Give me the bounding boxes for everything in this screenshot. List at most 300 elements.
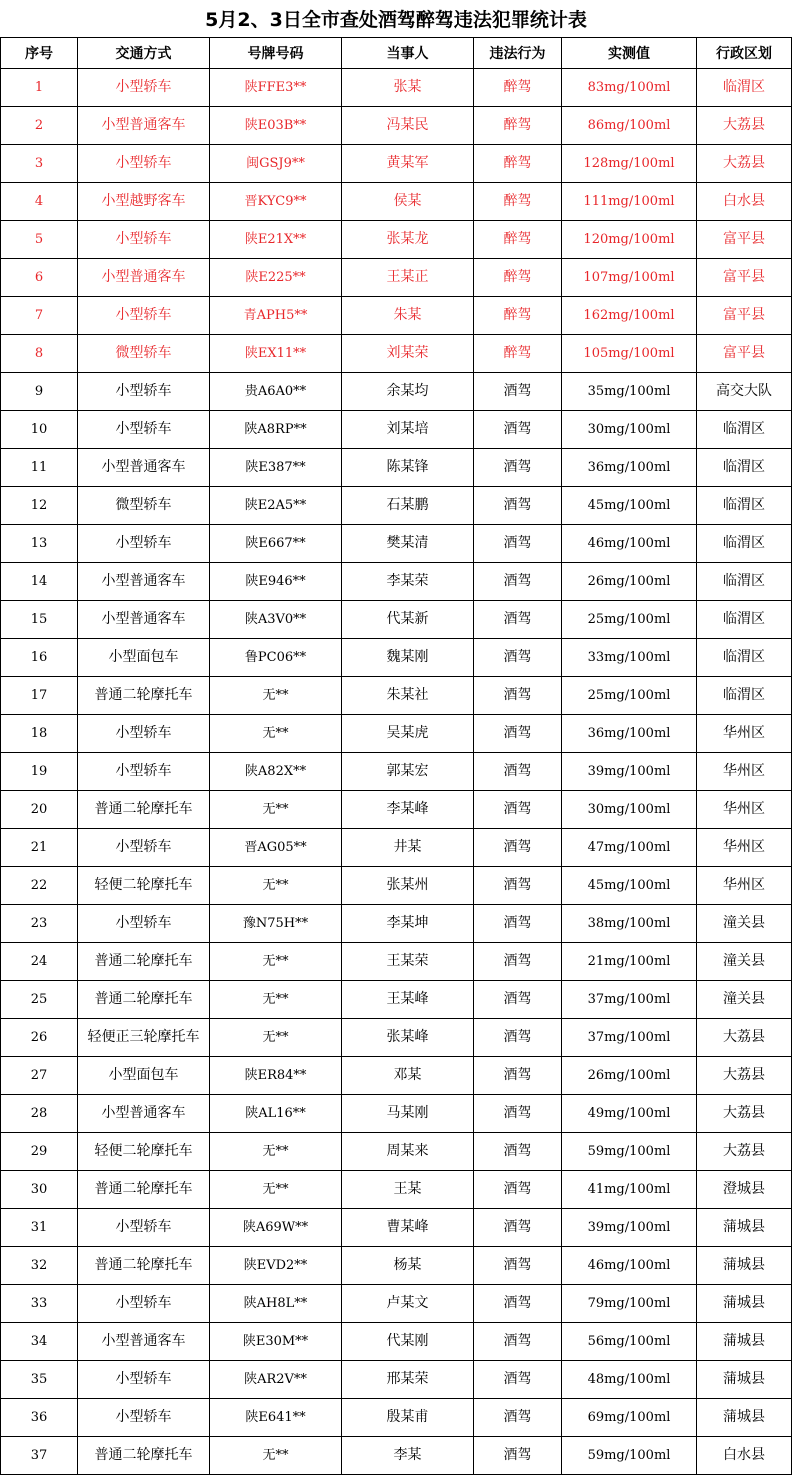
cell-value: 38mg/100ml bbox=[562, 905, 697, 943]
cell-seq: 13 bbox=[1, 525, 78, 563]
table-row bbox=[1, 145, 792, 183]
cell-district: 临渭区 bbox=[697, 525, 792, 563]
cell-violation: 酒驾 bbox=[474, 449, 562, 487]
cell-seq: 15 bbox=[1, 601, 78, 639]
cell-violation: 酒驾 bbox=[474, 867, 562, 905]
cell-vehicle: 小型越野客车 bbox=[78, 183, 210, 221]
cell-value: 37mg/100ml bbox=[562, 981, 697, 1019]
cell-person: 刘某培 bbox=[342, 411, 474, 449]
cell-seq: 34 bbox=[1, 1323, 78, 1361]
cell-plate: 青APH5** bbox=[210, 297, 342, 335]
cell-seq: 24 bbox=[1, 943, 78, 981]
cell-seq: 11 bbox=[1, 449, 78, 487]
cell-violation: 醉驾 bbox=[474, 259, 562, 297]
cell-person: 黄某军 bbox=[342, 145, 474, 183]
cell-plate: 晋AG05** bbox=[210, 829, 342, 867]
table-body bbox=[1, 69, 792, 1475]
cell-value: 83mg/100ml bbox=[562, 69, 697, 107]
table-row bbox=[1, 1019, 792, 1057]
cell-vehicle: 普通二轮摩托车 bbox=[78, 791, 210, 829]
cell-plate: 无** bbox=[210, 1019, 342, 1057]
cell-plate: 陕E21X** bbox=[210, 221, 342, 259]
cell-plate: 鲁PC06** bbox=[210, 639, 342, 677]
cell-seq: 37 bbox=[1, 1437, 78, 1475]
cell-violation: 酒驾 bbox=[474, 1437, 562, 1475]
cell-district: 临渭区 bbox=[697, 449, 792, 487]
table-row bbox=[1, 69, 792, 107]
cell-person: 曹某峰 bbox=[342, 1209, 474, 1247]
column-header-person: 当事人 bbox=[342, 38, 474, 69]
cell-person: 郭某宏 bbox=[342, 753, 474, 791]
cell-person: 王某荣 bbox=[342, 943, 474, 981]
cell-vehicle: 小型轿车 bbox=[78, 829, 210, 867]
cell-vehicle: 小型轿车 bbox=[78, 69, 210, 107]
cell-value: 26mg/100ml bbox=[562, 1057, 697, 1095]
cell-district: 临渭区 bbox=[697, 487, 792, 525]
cell-person: 张某龙 bbox=[342, 221, 474, 259]
cell-seq: 26 bbox=[1, 1019, 78, 1057]
cell-violation: 酒驾 bbox=[474, 639, 562, 677]
cell-person: 陈某锋 bbox=[342, 449, 474, 487]
cell-district: 华州区 bbox=[697, 715, 792, 753]
cell-plate: 陕A82X** bbox=[210, 753, 342, 791]
cell-district: 临渭区 bbox=[697, 677, 792, 715]
cell-plate: 陕A8RP** bbox=[210, 411, 342, 449]
cell-value: 162mg/100ml bbox=[562, 297, 697, 335]
table-row bbox=[1, 829, 792, 867]
cell-person: 殷某甫 bbox=[342, 1399, 474, 1437]
cell-seq: 29 bbox=[1, 1133, 78, 1171]
cell-value: 21mg/100ml bbox=[562, 943, 697, 981]
cell-seq: 30 bbox=[1, 1171, 78, 1209]
cell-vehicle: 普通二轮摩托车 bbox=[78, 981, 210, 1019]
cell-value: 30mg/100ml bbox=[562, 411, 697, 449]
cell-plate: 无** bbox=[210, 1171, 342, 1209]
cell-value: 45mg/100ml bbox=[562, 487, 697, 525]
table-row bbox=[1, 1399, 792, 1437]
cell-value: 35mg/100ml bbox=[562, 373, 697, 411]
cell-violation: 酒驾 bbox=[474, 905, 562, 943]
cell-vehicle: 小型轿车 bbox=[78, 715, 210, 753]
cell-plate: 晋KYC9** bbox=[210, 183, 342, 221]
cell-vehicle: 小型普通客车 bbox=[78, 259, 210, 297]
cell-value: 39mg/100ml bbox=[562, 1209, 697, 1247]
cell-district: 大荔县 bbox=[697, 1019, 792, 1057]
cell-district: 华州区 bbox=[697, 791, 792, 829]
cell-vehicle: 小型轿车 bbox=[78, 373, 210, 411]
cell-person: 王某峰 bbox=[342, 981, 474, 1019]
cell-seq: 19 bbox=[1, 753, 78, 791]
cell-vehicle: 普通二轮摩托车 bbox=[78, 1247, 210, 1285]
cell-value: 128mg/100ml bbox=[562, 145, 697, 183]
cell-seq: 27 bbox=[1, 1057, 78, 1095]
cell-seq: 7 bbox=[1, 297, 78, 335]
cell-district: 蒲城县 bbox=[697, 1361, 792, 1399]
table-header-row bbox=[1, 38, 792, 69]
cell-person: 杨某 bbox=[342, 1247, 474, 1285]
cell-seq: 33 bbox=[1, 1285, 78, 1323]
cell-violation: 酒驾 bbox=[474, 1399, 562, 1437]
table-row bbox=[1, 411, 792, 449]
cell-plate: 无** bbox=[210, 981, 342, 1019]
cell-district: 华州区 bbox=[697, 867, 792, 905]
cell-vehicle: 小型轿车 bbox=[78, 1361, 210, 1399]
cell-seq: 1 bbox=[1, 69, 78, 107]
cell-vehicle: 轻便二轮摩托车 bbox=[78, 1133, 210, 1171]
cell-district: 白水县 bbox=[697, 1437, 792, 1475]
column-header-seq: 序号 bbox=[1, 38, 78, 69]
table-row bbox=[1, 297, 792, 335]
cell-person: 朱某 bbox=[342, 297, 474, 335]
cell-violation: 酒驾 bbox=[474, 411, 562, 449]
cell-plate: 陕ER84** bbox=[210, 1057, 342, 1095]
cell-plate: 陕E641** bbox=[210, 1399, 342, 1437]
cell-plate: 无** bbox=[210, 791, 342, 829]
cell-person: 冯某民 bbox=[342, 107, 474, 145]
table-row bbox=[1, 905, 792, 943]
cell-plate: 陕E946** bbox=[210, 563, 342, 601]
cell-district: 富平县 bbox=[697, 221, 792, 259]
cell-value: 25mg/100ml bbox=[562, 677, 697, 715]
cell-seq: 32 bbox=[1, 1247, 78, 1285]
cell-person: 李某峰 bbox=[342, 791, 474, 829]
table-row bbox=[1, 183, 792, 221]
cell-violation: 醉驾 bbox=[474, 145, 562, 183]
cell-vehicle: 普通二轮摩托车 bbox=[78, 1437, 210, 1475]
table-row bbox=[1, 449, 792, 487]
cell-seq: 22 bbox=[1, 867, 78, 905]
cell-district: 富平县 bbox=[697, 335, 792, 373]
cell-vehicle: 小型普通客车 bbox=[78, 449, 210, 487]
cell-value: 111mg/100ml bbox=[562, 183, 697, 221]
cell-district: 蒲城县 bbox=[697, 1247, 792, 1285]
cell-violation: 酒驾 bbox=[474, 1361, 562, 1399]
cell-violation: 酒驾 bbox=[474, 829, 562, 867]
cell-person: 马某刚 bbox=[342, 1095, 474, 1133]
cell-violation: 酒驾 bbox=[474, 791, 562, 829]
table-row bbox=[1, 335, 792, 373]
cell-value: 45mg/100ml bbox=[562, 867, 697, 905]
cell-person: 朱某社 bbox=[342, 677, 474, 715]
page-title: 5月2、3日全市查处酒驾醉驾违法犯罪统计表 bbox=[205, 9, 587, 31]
cell-value: 36mg/100ml bbox=[562, 715, 697, 753]
cell-person: 吴某虎 bbox=[342, 715, 474, 753]
cell-violation: 酒驾 bbox=[474, 525, 562, 563]
table-row bbox=[1, 221, 792, 259]
cell-plate: 陕EX11** bbox=[210, 335, 342, 373]
cell-seq: 4 bbox=[1, 183, 78, 221]
cell-plate: 贵A6A0** bbox=[210, 373, 342, 411]
cell-violation: 酒驾 bbox=[474, 1285, 562, 1323]
cell-plate: 闽GSJ9** bbox=[210, 145, 342, 183]
cell-seq: 6 bbox=[1, 259, 78, 297]
cell-district: 大荔县 bbox=[697, 1133, 792, 1171]
cell-value: 46mg/100ml bbox=[562, 1247, 697, 1285]
cell-seq: 35 bbox=[1, 1361, 78, 1399]
cell-value: 36mg/100ml bbox=[562, 449, 697, 487]
cell-violation: 醉驾 bbox=[474, 69, 562, 107]
cell-vehicle: 小型轿车 bbox=[78, 297, 210, 335]
cell-district: 潼关县 bbox=[697, 943, 792, 981]
cell-violation: 酒驾 bbox=[474, 1095, 562, 1133]
cell-seq: 23 bbox=[1, 905, 78, 943]
table-row bbox=[1, 563, 792, 601]
cell-district: 大荔县 bbox=[697, 107, 792, 145]
cell-district: 富平县 bbox=[697, 297, 792, 335]
cell-vehicle: 小型轿车 bbox=[78, 411, 210, 449]
cell-vehicle: 小型面包车 bbox=[78, 639, 210, 677]
cell-district: 富平县 bbox=[697, 259, 792, 297]
cell-value: 86mg/100ml bbox=[562, 107, 697, 145]
table-row bbox=[1, 1323, 792, 1361]
table-row bbox=[1, 1247, 792, 1285]
cell-plate: 陕A3V0** bbox=[210, 601, 342, 639]
cell-violation: 醉驾 bbox=[474, 107, 562, 145]
cell-person: 周某来 bbox=[342, 1133, 474, 1171]
cell-violation: 酒驾 bbox=[474, 1323, 562, 1361]
table-row bbox=[1, 1437, 792, 1475]
cell-plate: 无** bbox=[210, 1133, 342, 1171]
cell-district: 高交大队 bbox=[697, 373, 792, 411]
cell-seq: 12 bbox=[1, 487, 78, 525]
table-row bbox=[1, 677, 792, 715]
cell-plate: 陕AH8L** bbox=[210, 1285, 342, 1323]
cell-district: 大荔县 bbox=[697, 145, 792, 183]
cell-person: 王某正 bbox=[342, 259, 474, 297]
cell-seq: 5 bbox=[1, 221, 78, 259]
cell-value: 120mg/100ml bbox=[562, 221, 697, 259]
cell-value: 49mg/100ml bbox=[562, 1095, 697, 1133]
cell-seq: 20 bbox=[1, 791, 78, 829]
table-row bbox=[1, 639, 792, 677]
cell-value: 41mg/100ml bbox=[562, 1171, 697, 1209]
table-row bbox=[1, 753, 792, 791]
cell-district: 潼关县 bbox=[697, 981, 792, 1019]
cell-value: 105mg/100ml bbox=[562, 335, 697, 373]
cell-vehicle: 小型轿车 bbox=[78, 1285, 210, 1323]
cell-person: 李某 bbox=[342, 1437, 474, 1475]
cell-plate: 陕EVD2** bbox=[210, 1247, 342, 1285]
cell-value: 39mg/100ml bbox=[562, 753, 697, 791]
cell-plate: 陕FFE3** bbox=[210, 69, 342, 107]
cell-violation: 醉驾 bbox=[474, 221, 562, 259]
cell-vehicle: 小型轿车 bbox=[78, 753, 210, 791]
cell-vehicle: 小型轿车 bbox=[78, 145, 210, 183]
cell-vehicle: 轻便正三轮摩托车 bbox=[78, 1019, 210, 1057]
cell-seq: 16 bbox=[1, 639, 78, 677]
cell-person: 张某 bbox=[342, 69, 474, 107]
cell-seq: 2 bbox=[1, 107, 78, 145]
cell-district: 蒲城县 bbox=[697, 1285, 792, 1323]
cell-person: 刘某荣 bbox=[342, 335, 474, 373]
column-header-value: 实测值 bbox=[562, 38, 697, 69]
column-header-plate: 号牌号码 bbox=[210, 38, 342, 69]
cell-violation: 酒驾 bbox=[474, 1057, 562, 1095]
cell-violation: 酒驾 bbox=[474, 943, 562, 981]
table-row bbox=[1, 1171, 792, 1209]
cell-plate: 无** bbox=[210, 943, 342, 981]
table-row bbox=[1, 1057, 792, 1095]
cell-district: 大荔县 bbox=[697, 1095, 792, 1133]
cell-seq: 10 bbox=[1, 411, 78, 449]
cell-vehicle: 普通二轮摩托车 bbox=[78, 677, 210, 715]
cell-person: 邢某荣 bbox=[342, 1361, 474, 1399]
cell-plate: 无** bbox=[210, 1437, 342, 1475]
cell-value: 79mg/100ml bbox=[562, 1285, 697, 1323]
table-row bbox=[1, 1361, 792, 1399]
cell-violation: 醉驾 bbox=[474, 183, 562, 221]
cell-person: 魏某刚 bbox=[342, 639, 474, 677]
cell-plate: 陕E667** bbox=[210, 525, 342, 563]
cell-district: 临渭区 bbox=[697, 69, 792, 107]
cell-value: 107mg/100ml bbox=[562, 259, 697, 297]
table-row bbox=[1, 373, 792, 411]
cell-plate: 陕AL16** bbox=[210, 1095, 342, 1133]
cell-person: 张某峰 bbox=[342, 1019, 474, 1057]
cell-district: 华州区 bbox=[697, 829, 792, 867]
table-row bbox=[1, 1133, 792, 1171]
cell-district: 华州区 bbox=[697, 753, 792, 791]
cell-violation: 酒驾 bbox=[474, 715, 562, 753]
cell-person: 李某坤 bbox=[342, 905, 474, 943]
table-row bbox=[1, 487, 792, 525]
cell-district: 蒲城县 bbox=[697, 1399, 792, 1437]
cell-district: 蒲城县 bbox=[697, 1323, 792, 1361]
cell-person: 李某荣 bbox=[342, 563, 474, 601]
cell-vehicle: 普通二轮摩托车 bbox=[78, 943, 210, 981]
cell-value: 56mg/100ml bbox=[562, 1323, 697, 1361]
cell-district: 蒲城县 bbox=[697, 1209, 792, 1247]
cell-seq: 17 bbox=[1, 677, 78, 715]
cell-seq: 21 bbox=[1, 829, 78, 867]
table-row bbox=[1, 981, 792, 1019]
cell-district: 潼关县 bbox=[697, 905, 792, 943]
table-row bbox=[1, 1285, 792, 1323]
cell-person: 卢某文 bbox=[342, 1285, 474, 1323]
cell-district: 临渭区 bbox=[697, 563, 792, 601]
cell-vehicle: 普通二轮摩托车 bbox=[78, 1171, 210, 1209]
cell-violation: 醉驾 bbox=[474, 335, 562, 373]
cell-violation: 酒驾 bbox=[474, 677, 562, 715]
cell-vehicle: 小型普通客车 bbox=[78, 1323, 210, 1361]
cell-seq: 14 bbox=[1, 563, 78, 601]
table-row bbox=[1, 715, 792, 753]
cell-vehicle: 轻便二轮摩托车 bbox=[78, 867, 210, 905]
cell-plate: 无** bbox=[210, 715, 342, 753]
cell-value: 33mg/100ml bbox=[562, 639, 697, 677]
table-row bbox=[1, 867, 792, 905]
cell-seq: 8 bbox=[1, 335, 78, 373]
cell-violation: 酒驾 bbox=[474, 1247, 562, 1285]
cell-plate: 陕A69W** bbox=[210, 1209, 342, 1247]
cell-person: 井某 bbox=[342, 829, 474, 867]
cell-plate: 陕E03B** bbox=[210, 107, 342, 145]
table-row bbox=[1, 525, 792, 563]
cell-violation: 酒驾 bbox=[474, 601, 562, 639]
cell-vehicle: 小型普通客车 bbox=[78, 601, 210, 639]
cell-violation: 酒驾 bbox=[474, 981, 562, 1019]
cell-district: 澄城县 bbox=[697, 1171, 792, 1209]
cell-person: 余某均 bbox=[342, 373, 474, 411]
cell-person: 樊某清 bbox=[342, 525, 474, 563]
cell-person: 石某鹏 bbox=[342, 487, 474, 525]
cell-value: 47mg/100ml bbox=[562, 829, 697, 867]
table-row bbox=[1, 1095, 792, 1133]
cell-vehicle: 小型轿车 bbox=[78, 1209, 210, 1247]
cell-value: 59mg/100ml bbox=[562, 1133, 697, 1171]
cell-plate: 陕E30M** bbox=[210, 1323, 342, 1361]
cell-plate: 陕E2A5** bbox=[210, 487, 342, 525]
cell-vehicle: 小型轿车 bbox=[78, 221, 210, 259]
cell-vehicle: 小型轿车 bbox=[78, 905, 210, 943]
cell-vehicle: 微型轿车 bbox=[78, 335, 210, 373]
cell-vehicle: 小型轿车 bbox=[78, 525, 210, 563]
cell-plate: 陕AR2V** bbox=[210, 1361, 342, 1399]
cell-value: 30mg/100ml bbox=[562, 791, 697, 829]
cell-vehicle: 小型普通客车 bbox=[78, 1095, 210, 1133]
cell-person: 侯某 bbox=[342, 183, 474, 221]
cell-violation: 酒驾 bbox=[474, 753, 562, 791]
cell-value: 59mg/100ml bbox=[562, 1437, 697, 1475]
cell-seq: 28 bbox=[1, 1095, 78, 1133]
table-row bbox=[1, 943, 792, 981]
column-header-violation: 违法行为 bbox=[474, 38, 562, 69]
cell-violation: 酒驾 bbox=[474, 1019, 562, 1057]
cell-vehicle: 小型普通客车 bbox=[78, 563, 210, 601]
cell-plate: 陕E225** bbox=[210, 259, 342, 297]
cell-seq: 31 bbox=[1, 1209, 78, 1247]
cell-value: 48mg/100ml bbox=[562, 1361, 697, 1399]
cell-plate: 豫N75H** bbox=[210, 905, 342, 943]
cell-plate: 陕E387** bbox=[210, 449, 342, 487]
cell-value: 26mg/100ml bbox=[562, 563, 697, 601]
cell-violation: 酒驾 bbox=[474, 487, 562, 525]
cell-vehicle: 小型面包车 bbox=[78, 1057, 210, 1095]
cell-person: 代某新 bbox=[342, 601, 474, 639]
table-row bbox=[1, 107, 792, 145]
cell-violation: 酒驾 bbox=[474, 373, 562, 411]
column-header-vehicle: 交通方式 bbox=[78, 38, 210, 69]
cell-district: 大荔县 bbox=[697, 1057, 792, 1095]
table-row bbox=[1, 791, 792, 829]
violation-table bbox=[0, 37, 792, 1475]
table-row bbox=[1, 1209, 792, 1247]
cell-vehicle: 小型轿车 bbox=[78, 1399, 210, 1437]
cell-seq: 25 bbox=[1, 981, 78, 1019]
cell-violation: 酒驾 bbox=[474, 1171, 562, 1209]
cell-violation: 酒驾 bbox=[474, 1133, 562, 1171]
cell-seq: 36 bbox=[1, 1399, 78, 1437]
cell-seq: 18 bbox=[1, 715, 78, 753]
cell-value: 69mg/100ml bbox=[562, 1399, 697, 1437]
column-header-district: 行政区划 bbox=[697, 38, 792, 69]
cell-plate: 无** bbox=[210, 677, 342, 715]
cell-vehicle: 微型轿车 bbox=[78, 487, 210, 525]
cell-violation: 酒驾 bbox=[474, 563, 562, 601]
cell-value: 25mg/100ml bbox=[562, 601, 697, 639]
cell-person: 张某州 bbox=[342, 867, 474, 905]
cell-person: 代某刚 bbox=[342, 1323, 474, 1361]
cell-violation: 醉驾 bbox=[474, 297, 562, 335]
cell-violation: 酒驾 bbox=[474, 1209, 562, 1247]
cell-vehicle: 小型普通客车 bbox=[78, 107, 210, 145]
cell-seq: 3 bbox=[1, 145, 78, 183]
table-row bbox=[1, 259, 792, 297]
cell-district: 临渭区 bbox=[697, 639, 792, 677]
cell-plate: 无** bbox=[210, 867, 342, 905]
cell-person: 邓某 bbox=[342, 1057, 474, 1095]
cell-value: 37mg/100ml bbox=[562, 1019, 697, 1057]
